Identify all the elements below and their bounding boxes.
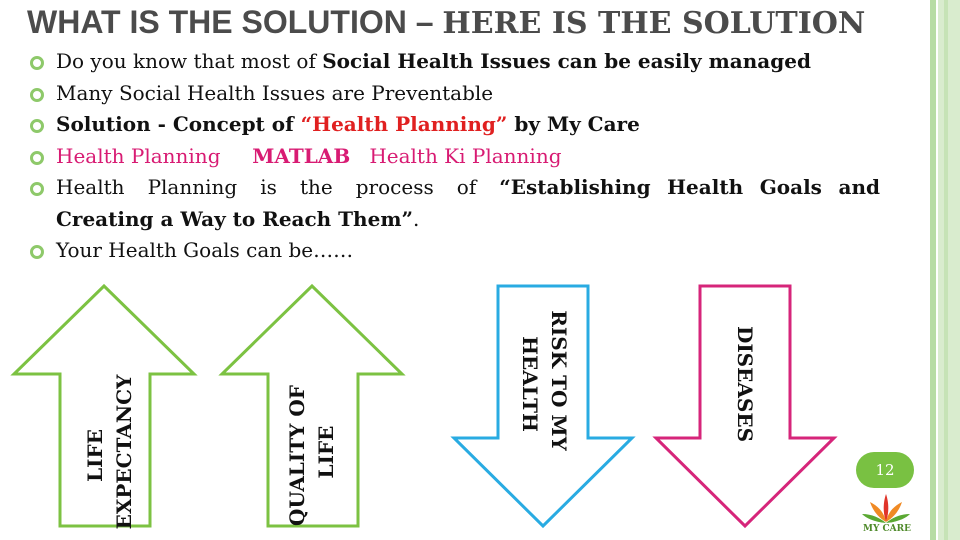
bullet-bold-text: Social Health Issues can be easily managed — [322, 49, 811, 73]
goal-arrows — [0, 270, 930, 540]
bullet-line — [56, 172, 880, 204]
bullet-text: Your Health Goals can be…… — [56, 238, 354, 262]
up-arrow-quality-of-life — [222, 286, 402, 526]
bullet-bold-text: Solution - Concept of — [56, 112, 301, 136]
bullet-icon — [30, 56, 44, 70]
bullet-text: Do you know that most of — [56, 49, 323, 73]
bullet-item — [30, 172, 880, 235]
arrow-label: RISK TO MY — [547, 310, 571, 451]
arrow-label: EXPECTANCY — [112, 374, 136, 530]
bullet-line — [56, 204, 880, 236]
slide-title — [27, 4, 927, 41]
arrow-label: DISEASES — [733, 325, 757, 443]
bullet-item — [30, 235, 880, 267]
up-arrow-life-expectancy — [14, 286, 194, 526]
arrow-label: LIFE — [314, 425, 338, 479]
bullet-icon — [30, 88, 44, 102]
bullet-item — [30, 109, 880, 141]
bullet-text: Health Planning is the process of — [56, 175, 500, 199]
bullet-highlight-text: MATLAB — [252, 143, 351, 168]
decorative-stripe — [944, 0, 948, 540]
page-number-badge: 12 — [856, 452, 914, 488]
bullet-bold-text: “Establishing Health Goals and — [499, 175, 880, 199]
arrow-label: QUALITY OF — [285, 385, 309, 526]
decorative-stripe — [938, 0, 960, 540]
arrow-label: LIFE — [83, 429, 107, 482]
svg-text:DISEASES — [733, 326, 757, 442]
title-part-2: HERE IS THE SOLUTION — [442, 6, 866, 41]
bullet-icon — [30, 151, 44, 165]
bullet-text: Many Social Health Issues are Preventable — [56, 80, 494, 105]
bullet-bold-text: by My Care — [507, 112, 640, 136]
bullet-item — [30, 46, 880, 78]
down-arrow-risk-to-my-health — [454, 286, 632, 526]
bullet-list — [30, 46, 880, 267]
logo-text: MY CARE — [862, 524, 911, 534]
bullet-highlight-text: Health Ki Planning — [369, 143, 562, 168]
bullet-item — [30, 141, 880, 173]
decorative-stripe — [930, 0, 936, 540]
bullet-bold-text: Creating a Way to Reach Them” — [56, 206, 413, 231]
bullet-highlight-text: “Health Planning” — [300, 112, 508, 136]
bullet-icon — [30, 245, 44, 259]
arrow-label: HEALTH — [518, 336, 542, 432]
bullet-icon — [30, 119, 44, 133]
bullet-highlight-text: Health Planning — [56, 143, 221, 168]
bullet-text: . — [413, 206, 420, 231]
bullet-icon — [30, 182, 44, 196]
title-part-1: WHAT IS THE SOLUTION – — [27, 4, 443, 40]
bullet-item — [30, 78, 880, 110]
